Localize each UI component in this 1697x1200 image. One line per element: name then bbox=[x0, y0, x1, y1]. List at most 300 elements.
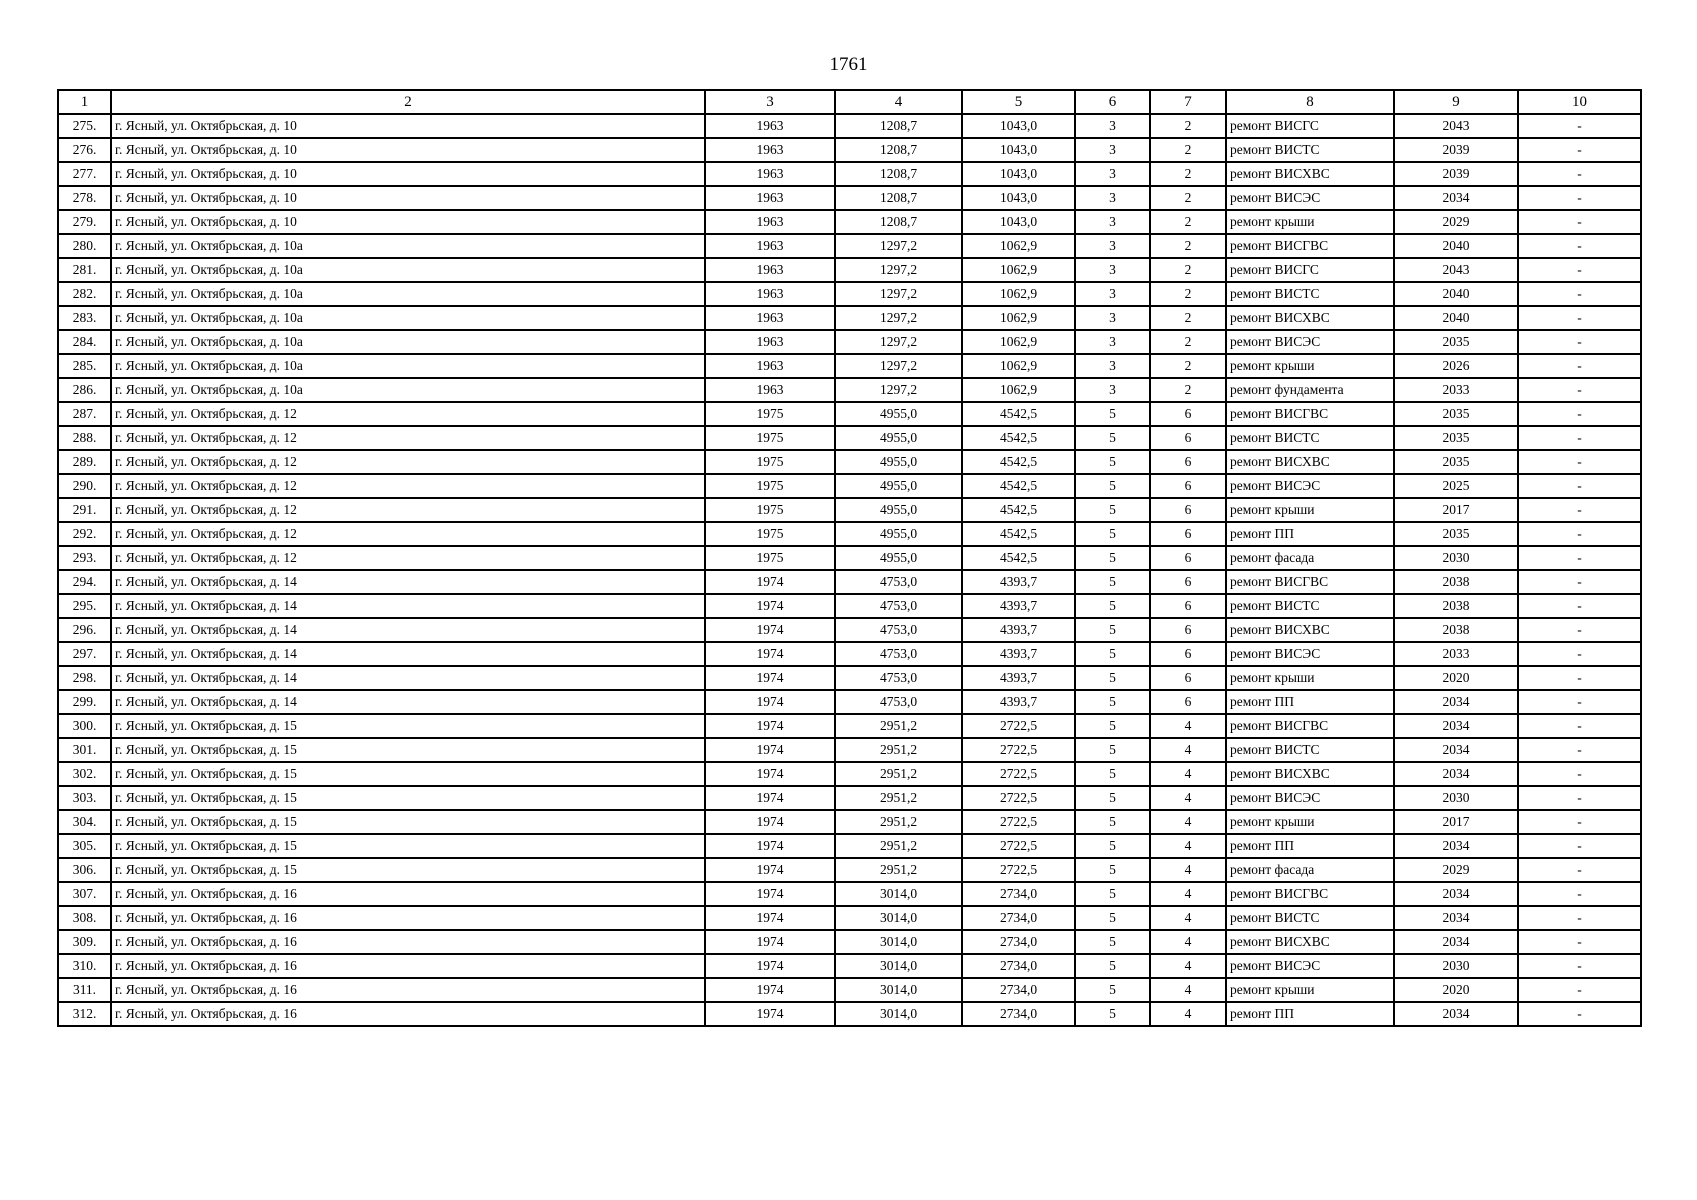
total-area-cell: 4753,0 bbox=[835, 594, 962, 618]
table-row bbox=[58, 306, 1641, 330]
planned-year-cell: 2034 bbox=[1394, 714, 1518, 738]
address-cell: г. Ясный, ул. Октябрьская, д. 16 bbox=[111, 882, 705, 906]
total-area-cell: 1297,2 bbox=[835, 258, 962, 282]
address-cell: г. Ясный, ул. Октябрьская, д. 15 bbox=[111, 738, 705, 762]
note-cell: - bbox=[1518, 954, 1641, 978]
planned-year-cell: 2040 bbox=[1394, 282, 1518, 306]
work-type-cell: ремонт крыши bbox=[1226, 498, 1394, 522]
work-type-cell: ремонт ВИСТС bbox=[1226, 426, 1394, 450]
total-area-cell: 2951,2 bbox=[835, 834, 962, 858]
floors-cell: 5 bbox=[1075, 474, 1150, 498]
note-cell: - bbox=[1518, 930, 1641, 954]
note-cell: - bbox=[1518, 378, 1641, 402]
address-cell: г. Ясный, ул. Октябрьская, д. 10 bbox=[111, 114, 705, 138]
living-area-cell: 4542,5 bbox=[962, 450, 1075, 474]
planned-year-cell: 2017 bbox=[1394, 498, 1518, 522]
living-area-cell: 1043,0 bbox=[962, 138, 1075, 162]
total-area-cell: 3014,0 bbox=[835, 978, 962, 1002]
address-cell: г. Ясный, ул. Октябрьская, д. 10 bbox=[111, 210, 705, 234]
floors-cell: 5 bbox=[1075, 858, 1150, 882]
planned-year-cell: 2035 bbox=[1394, 426, 1518, 450]
entrances-cell: 2 bbox=[1150, 330, 1226, 354]
floors-cell: 5 bbox=[1075, 642, 1150, 666]
entrances-cell: 2 bbox=[1150, 306, 1226, 330]
entrances-cell: 2 bbox=[1150, 138, 1226, 162]
note-cell: - bbox=[1518, 762, 1641, 786]
planned-year-cell: 2033 bbox=[1394, 642, 1518, 666]
floors-cell: 5 bbox=[1075, 450, 1150, 474]
row-number: 286. bbox=[58, 378, 111, 402]
living-area-cell: 2734,0 bbox=[962, 906, 1075, 930]
build-year-cell: 1974 bbox=[705, 618, 835, 642]
address-cell: г. Ясный, ул. Октябрьская, д. 10а bbox=[111, 378, 705, 402]
table-row bbox=[58, 234, 1641, 258]
floors-cell: 5 bbox=[1075, 690, 1150, 714]
floors-cell: 5 bbox=[1075, 546, 1150, 570]
entrances-cell: 4 bbox=[1150, 930, 1226, 954]
total-area-cell: 1208,7 bbox=[835, 186, 962, 210]
living-area-cell: 4542,5 bbox=[962, 546, 1075, 570]
floors-cell: 5 bbox=[1075, 834, 1150, 858]
build-year-cell: 1974 bbox=[705, 930, 835, 954]
note-cell: - bbox=[1518, 306, 1641, 330]
total-area-cell: 4955,0 bbox=[835, 498, 962, 522]
build-year-cell: 1974 bbox=[705, 834, 835, 858]
address-cell: г. Ясный, ул. Октябрьская, д. 10а bbox=[111, 354, 705, 378]
floors-cell: 3 bbox=[1075, 258, 1150, 282]
header-row bbox=[58, 90, 1641, 114]
work-type-cell: ремонт ПП bbox=[1226, 690, 1394, 714]
row-number: 290. bbox=[58, 474, 111, 498]
planned-year-cell: 2029 bbox=[1394, 858, 1518, 882]
work-type-cell: ремонт ВИСЭС bbox=[1226, 642, 1394, 666]
living-area-cell: 4542,5 bbox=[962, 402, 1075, 426]
build-year-cell: 1975 bbox=[705, 402, 835, 426]
table-body bbox=[58, 114, 1641, 1026]
row-number: 299. bbox=[58, 690, 111, 714]
row-number: 296. bbox=[58, 618, 111, 642]
build-year-cell: 1975 bbox=[705, 474, 835, 498]
entrances-cell: 6 bbox=[1150, 402, 1226, 426]
entrances-cell: 4 bbox=[1150, 786, 1226, 810]
planned-year-cell: 2034 bbox=[1394, 1002, 1518, 1026]
table-row bbox=[58, 186, 1641, 210]
planned-year-cell: 2043 bbox=[1394, 258, 1518, 282]
row-number: 281. bbox=[58, 258, 111, 282]
total-area-cell: 3014,0 bbox=[835, 882, 962, 906]
row-number: 301. bbox=[58, 738, 111, 762]
floors-cell: 3 bbox=[1075, 162, 1150, 186]
entrances-cell: 6 bbox=[1150, 522, 1226, 546]
table-row bbox=[58, 738, 1641, 762]
repair-schedule-table bbox=[57, 89, 1642, 1027]
column-header: 9 bbox=[1394, 90, 1518, 114]
address-cell: г. Ясный, ул. Октябрьская, д. 12 bbox=[111, 474, 705, 498]
build-year-cell: 1963 bbox=[705, 186, 835, 210]
total-area-cell: 1297,2 bbox=[835, 306, 962, 330]
floors-cell: 5 bbox=[1075, 522, 1150, 546]
column-header: 6 bbox=[1075, 90, 1150, 114]
living-area-cell: 4393,7 bbox=[962, 642, 1075, 666]
note-cell: - bbox=[1518, 450, 1641, 474]
table-row bbox=[58, 474, 1641, 498]
work-type-cell: ремонт ВИСЭС bbox=[1226, 186, 1394, 210]
planned-year-cell: 2033 bbox=[1394, 378, 1518, 402]
floors-cell: 5 bbox=[1075, 930, 1150, 954]
note-cell: - bbox=[1518, 186, 1641, 210]
build-year-cell: 1975 bbox=[705, 426, 835, 450]
work-type-cell: ремонт ВИСГВС bbox=[1226, 234, 1394, 258]
column-header: 7 bbox=[1150, 90, 1226, 114]
table-row bbox=[58, 402, 1641, 426]
note-cell: - bbox=[1518, 474, 1641, 498]
floors-cell: 5 bbox=[1075, 666, 1150, 690]
address-cell: г. Ясный, ул. Октябрьская, д. 14 bbox=[111, 690, 705, 714]
living-area-cell: 1062,9 bbox=[962, 258, 1075, 282]
living-area-cell: 2734,0 bbox=[962, 1002, 1075, 1026]
table-row bbox=[58, 162, 1641, 186]
living-area-cell: 1043,0 bbox=[962, 162, 1075, 186]
entrances-cell: 6 bbox=[1150, 570, 1226, 594]
living-area-cell: 1062,9 bbox=[962, 378, 1075, 402]
planned-year-cell: 2026 bbox=[1394, 354, 1518, 378]
floors-cell: 5 bbox=[1075, 426, 1150, 450]
address-cell: г. Ясный, ул. Октябрьская, д. 12 bbox=[111, 498, 705, 522]
entrances-cell: 6 bbox=[1150, 450, 1226, 474]
row-number: 298. bbox=[58, 666, 111, 690]
row-number: 280. bbox=[58, 234, 111, 258]
total-area-cell: 4955,0 bbox=[835, 450, 962, 474]
note-cell: - bbox=[1518, 786, 1641, 810]
build-year-cell: 1974 bbox=[705, 666, 835, 690]
living-area-cell: 1043,0 bbox=[962, 186, 1075, 210]
address-cell: г. Ясный, ул. Октябрьская, д. 15 bbox=[111, 858, 705, 882]
living-area-cell: 4393,7 bbox=[962, 594, 1075, 618]
build-year-cell: 1974 bbox=[705, 762, 835, 786]
total-area-cell: 1208,7 bbox=[835, 138, 962, 162]
living-area-cell: 2734,0 bbox=[962, 954, 1075, 978]
row-number: 302. bbox=[58, 762, 111, 786]
note-cell: - bbox=[1518, 258, 1641, 282]
floors-cell: 3 bbox=[1075, 186, 1150, 210]
address-cell: г. Ясный, ул. Октябрьская, д. 14 bbox=[111, 618, 705, 642]
address-cell: г. Ясный, ул. Октябрьская, д. 15 bbox=[111, 714, 705, 738]
work-type-cell: ремонт ВИСТС bbox=[1226, 282, 1394, 306]
living-area-cell: 1062,9 bbox=[962, 306, 1075, 330]
living-area-cell: 2734,0 bbox=[962, 978, 1075, 1002]
floors-cell: 5 bbox=[1075, 882, 1150, 906]
table-row bbox=[58, 834, 1641, 858]
row-number: 279. bbox=[58, 210, 111, 234]
living-area-cell: 2734,0 bbox=[962, 930, 1075, 954]
table-row bbox=[58, 666, 1641, 690]
table-row bbox=[58, 882, 1641, 906]
floors-cell: 3 bbox=[1075, 378, 1150, 402]
total-area-cell: 4753,0 bbox=[835, 690, 962, 714]
total-area-cell: 4955,0 bbox=[835, 546, 962, 570]
row-number: 294. bbox=[58, 570, 111, 594]
planned-year-cell: 2030 bbox=[1394, 546, 1518, 570]
build-year-cell: 1963 bbox=[705, 138, 835, 162]
column-header: 5 bbox=[962, 90, 1075, 114]
address-cell: г. Ясный, ул. Октябрьская, д. 10а bbox=[111, 306, 705, 330]
total-area-cell: 1208,7 bbox=[835, 210, 962, 234]
entrances-cell: 6 bbox=[1150, 690, 1226, 714]
note-cell: - bbox=[1518, 210, 1641, 234]
build-year-cell: 1963 bbox=[705, 210, 835, 234]
build-year-cell: 1963 bbox=[705, 306, 835, 330]
build-year-cell: 1974 bbox=[705, 882, 835, 906]
living-area-cell: 1062,9 bbox=[962, 354, 1075, 378]
entrances-cell: 6 bbox=[1150, 474, 1226, 498]
address-cell: г. Ясный, ул. Октябрьская, д. 15 bbox=[111, 762, 705, 786]
floors-cell: 5 bbox=[1075, 738, 1150, 762]
build-year-cell: 1975 bbox=[705, 522, 835, 546]
floors-cell: 5 bbox=[1075, 618, 1150, 642]
entrances-cell: 2 bbox=[1150, 210, 1226, 234]
work-type-cell: ремонт ВИСЭС bbox=[1226, 786, 1394, 810]
note-cell: - bbox=[1518, 666, 1641, 690]
planned-year-cell: 2029 bbox=[1394, 210, 1518, 234]
work-type-cell: ремонт ВИСХВС bbox=[1226, 450, 1394, 474]
table-row bbox=[58, 858, 1641, 882]
address-cell: г. Ясный, ул. Октябрьская, д. 14 bbox=[111, 666, 705, 690]
table-row bbox=[58, 378, 1641, 402]
floors-cell: 5 bbox=[1075, 498, 1150, 522]
note-cell: - bbox=[1518, 402, 1641, 426]
row-number: 288. bbox=[58, 426, 111, 450]
table-row bbox=[58, 714, 1641, 738]
floors-cell: 3 bbox=[1075, 330, 1150, 354]
table-row bbox=[58, 690, 1641, 714]
work-type-cell: ремонт ВИСТС bbox=[1226, 906, 1394, 930]
note-cell: - bbox=[1518, 546, 1641, 570]
work-type-cell: ремонт ВИСХВС bbox=[1226, 930, 1394, 954]
living-area-cell: 1062,9 bbox=[962, 330, 1075, 354]
build-year-cell: 1974 bbox=[705, 906, 835, 930]
planned-year-cell: 2039 bbox=[1394, 162, 1518, 186]
build-year-cell: 1974 bbox=[705, 690, 835, 714]
row-number: 289. bbox=[58, 450, 111, 474]
address-cell: г. Ясный, ул. Октябрьская, д. 10 bbox=[111, 138, 705, 162]
row-number: 284. bbox=[58, 330, 111, 354]
living-area-cell: 4393,7 bbox=[962, 570, 1075, 594]
planned-year-cell: 2034 bbox=[1394, 930, 1518, 954]
entrances-cell: 4 bbox=[1150, 1002, 1226, 1026]
total-area-cell: 4955,0 bbox=[835, 522, 962, 546]
entrances-cell: 6 bbox=[1150, 426, 1226, 450]
note-cell: - bbox=[1518, 234, 1641, 258]
note-cell: - bbox=[1518, 354, 1641, 378]
floors-cell: 3 bbox=[1075, 306, 1150, 330]
work-type-cell: ремонт ПП bbox=[1226, 1002, 1394, 1026]
table-row bbox=[58, 522, 1641, 546]
build-year-cell: 1963 bbox=[705, 162, 835, 186]
row-number: 307. bbox=[58, 882, 111, 906]
floors-cell: 5 bbox=[1075, 954, 1150, 978]
work-type-cell: ремонт крыши bbox=[1226, 978, 1394, 1002]
living-area-cell: 2722,5 bbox=[962, 762, 1075, 786]
planned-year-cell: 2039 bbox=[1394, 138, 1518, 162]
note-cell: - bbox=[1518, 594, 1641, 618]
work-type-cell: ремонт ВИСХВС bbox=[1226, 162, 1394, 186]
table-row bbox=[58, 786, 1641, 810]
total-area-cell: 4753,0 bbox=[835, 666, 962, 690]
build-year-cell: 1974 bbox=[705, 978, 835, 1002]
entrances-cell: 2 bbox=[1150, 162, 1226, 186]
entrances-cell: 6 bbox=[1150, 618, 1226, 642]
entrances-cell: 4 bbox=[1150, 762, 1226, 786]
address-cell: г. Ясный, ул. Октябрьская, д. 16 bbox=[111, 930, 705, 954]
living-area-cell: 4393,7 bbox=[962, 618, 1075, 642]
planned-year-cell: 2035 bbox=[1394, 522, 1518, 546]
work-type-cell: ремонт ВИСХВС bbox=[1226, 762, 1394, 786]
build-year-cell: 1974 bbox=[705, 738, 835, 762]
note-cell: - bbox=[1518, 810, 1641, 834]
entrances-cell: 6 bbox=[1150, 498, 1226, 522]
entrances-cell: 2 bbox=[1150, 378, 1226, 402]
floors-cell: 5 bbox=[1075, 1002, 1150, 1026]
living-area-cell: 4542,5 bbox=[962, 474, 1075, 498]
floors-cell: 3 bbox=[1075, 354, 1150, 378]
work-type-cell: ремонт крыши bbox=[1226, 810, 1394, 834]
total-area-cell: 4955,0 bbox=[835, 426, 962, 450]
note-cell: - bbox=[1518, 522, 1641, 546]
total-area-cell: 2951,2 bbox=[835, 738, 962, 762]
planned-year-cell: 2040 bbox=[1394, 306, 1518, 330]
row-number: 309. bbox=[58, 930, 111, 954]
floors-cell: 5 bbox=[1075, 762, 1150, 786]
table-row bbox=[58, 330, 1641, 354]
address-cell: г. Ясный, ул. Октябрьская, д. 12 bbox=[111, 546, 705, 570]
table-row bbox=[58, 258, 1641, 282]
living-area-cell: 2722,5 bbox=[962, 810, 1075, 834]
living-area-cell: 2722,5 bbox=[962, 858, 1075, 882]
build-year-cell: 1974 bbox=[705, 570, 835, 594]
entrances-cell: 4 bbox=[1150, 954, 1226, 978]
table-row bbox=[58, 498, 1641, 522]
planned-year-cell: 2034 bbox=[1394, 834, 1518, 858]
build-year-cell: 1974 bbox=[705, 954, 835, 978]
address-cell: г. Ясный, ул. Октябрьская, д. 16 bbox=[111, 954, 705, 978]
work-type-cell: ремонт фасада bbox=[1226, 858, 1394, 882]
build-year-cell: 1975 bbox=[705, 450, 835, 474]
work-type-cell: ремонт крыши bbox=[1226, 666, 1394, 690]
build-year-cell: 1963 bbox=[705, 258, 835, 282]
table-row bbox=[58, 762, 1641, 786]
floors-cell: 3 bbox=[1075, 282, 1150, 306]
entrances-cell: 2 bbox=[1150, 282, 1226, 306]
floors-cell: 5 bbox=[1075, 906, 1150, 930]
total-area-cell: 1297,2 bbox=[835, 354, 962, 378]
row-number: 311. bbox=[58, 978, 111, 1002]
total-area-cell: 2951,2 bbox=[835, 714, 962, 738]
address-cell: г. Ясный, ул. Октябрьская, д. 10 bbox=[111, 186, 705, 210]
row-number: 304. bbox=[58, 810, 111, 834]
entrances-cell: 2 bbox=[1150, 234, 1226, 258]
address-cell: г. Ясный, ул. Октябрьская, д. 16 bbox=[111, 906, 705, 930]
table-row bbox=[58, 426, 1641, 450]
column-header: 10 bbox=[1518, 90, 1641, 114]
row-number: 293. bbox=[58, 546, 111, 570]
table-row bbox=[58, 930, 1641, 954]
living-area-cell: 2722,5 bbox=[962, 714, 1075, 738]
row-number: 297. bbox=[58, 642, 111, 666]
note-cell: - bbox=[1518, 906, 1641, 930]
note-cell: - bbox=[1518, 858, 1641, 882]
address-cell: г. Ясный, ул. Октябрьская, д. 15 bbox=[111, 786, 705, 810]
floors-cell: 3 bbox=[1075, 138, 1150, 162]
note-cell: - bbox=[1518, 690, 1641, 714]
table-row bbox=[58, 954, 1641, 978]
build-year-cell: 1963 bbox=[705, 378, 835, 402]
work-type-cell: ремонт ВИСГВС bbox=[1226, 714, 1394, 738]
work-type-cell: ремонт ВИСЭС bbox=[1226, 330, 1394, 354]
build-year-cell: 1963 bbox=[705, 330, 835, 354]
work-type-cell: ремонт ВИСГВС bbox=[1226, 570, 1394, 594]
entrances-cell: 4 bbox=[1150, 810, 1226, 834]
column-header: 2 bbox=[111, 90, 705, 114]
floors-cell: 3 bbox=[1075, 210, 1150, 234]
table-row bbox=[58, 978, 1641, 1002]
planned-year-cell: 2034 bbox=[1394, 186, 1518, 210]
row-number: 285. bbox=[58, 354, 111, 378]
table-row bbox=[58, 546, 1641, 570]
entrances-cell: 6 bbox=[1150, 546, 1226, 570]
note-cell: - bbox=[1518, 162, 1641, 186]
row-number: 277. bbox=[58, 162, 111, 186]
address-cell: г. Ясный, ул. Октябрьская, д. 12 bbox=[111, 402, 705, 426]
table-row bbox=[58, 570, 1641, 594]
living-area-cell: 1043,0 bbox=[962, 114, 1075, 138]
address-cell: г. Ясный, ул. Октябрьская, д. 12 bbox=[111, 522, 705, 546]
planned-year-cell: 2020 bbox=[1394, 666, 1518, 690]
entrances-cell: 4 bbox=[1150, 834, 1226, 858]
planned-year-cell: 2030 bbox=[1394, 786, 1518, 810]
living-area-cell: 4542,5 bbox=[962, 522, 1075, 546]
build-year-cell: 1963 bbox=[705, 354, 835, 378]
address-cell: г. Ясный, ул. Октябрьская, д. 10а bbox=[111, 234, 705, 258]
row-number: 312. bbox=[58, 1002, 111, 1026]
row-number: 292. bbox=[58, 522, 111, 546]
row-number: 275. bbox=[58, 114, 111, 138]
planned-year-cell: 2038 bbox=[1394, 594, 1518, 618]
living-area-cell: 1043,0 bbox=[962, 210, 1075, 234]
planned-year-cell: 2038 bbox=[1394, 570, 1518, 594]
entrances-cell: 2 bbox=[1150, 354, 1226, 378]
table-row bbox=[58, 282, 1641, 306]
address-cell: г. Ясный, ул. Октябрьская, д. 15 bbox=[111, 810, 705, 834]
note-cell: - bbox=[1518, 1002, 1641, 1026]
planned-year-cell: 2034 bbox=[1394, 690, 1518, 714]
address-cell: г. Ясный, ул. Октябрьская, д. 14 bbox=[111, 570, 705, 594]
table-row bbox=[58, 450, 1641, 474]
living-area-cell: 4393,7 bbox=[962, 690, 1075, 714]
note-cell: - bbox=[1518, 498, 1641, 522]
address-cell: г. Ясный, ул. Октябрьская, д. 10а bbox=[111, 330, 705, 354]
row-number: 306. bbox=[58, 858, 111, 882]
address-cell: г. Ясный, ул. Октябрьская, д. 12 bbox=[111, 450, 705, 474]
entrances-cell: 4 bbox=[1150, 882, 1226, 906]
row-number: 278. bbox=[58, 186, 111, 210]
living-area-cell: 4542,5 bbox=[962, 426, 1075, 450]
entrances-cell: 4 bbox=[1150, 858, 1226, 882]
living-area-cell: 2734,0 bbox=[962, 882, 1075, 906]
total-area-cell: 1208,7 bbox=[835, 162, 962, 186]
entrances-cell: 6 bbox=[1150, 666, 1226, 690]
page-number: 1761 bbox=[829, 54, 868, 75]
work-type-cell: ремонт ВИСХВС bbox=[1226, 618, 1394, 642]
